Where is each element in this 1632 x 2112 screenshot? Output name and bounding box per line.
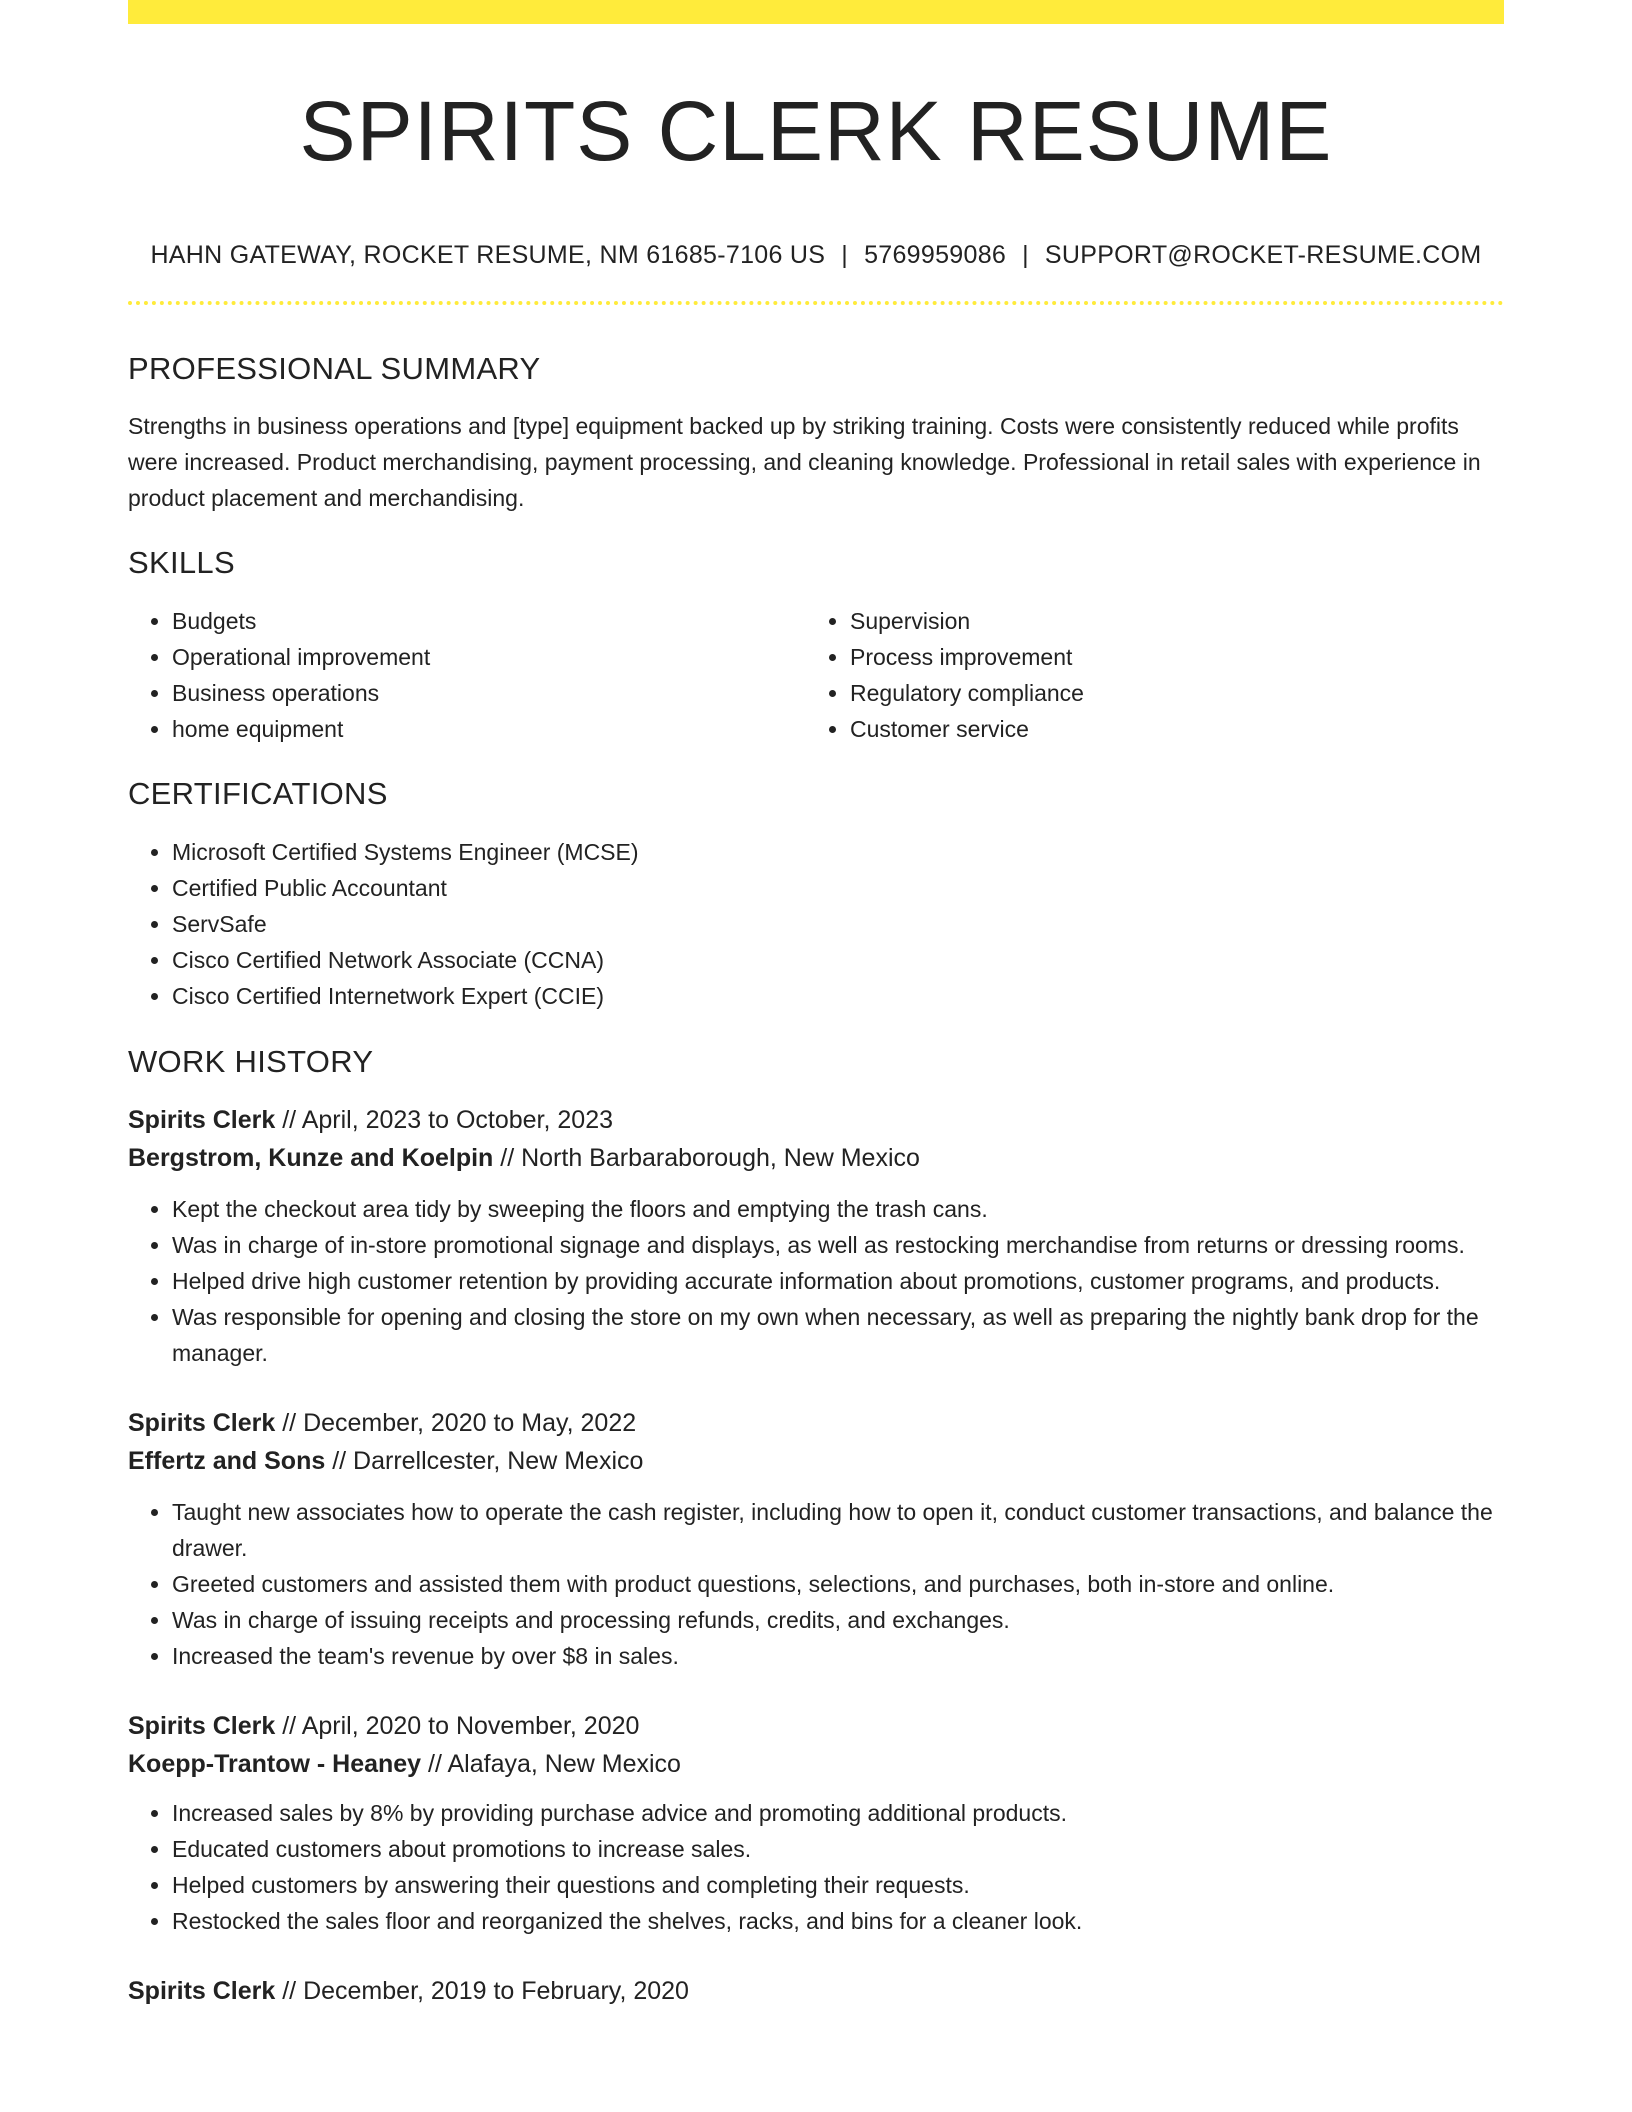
- list-item: • Increased the team's revenue by over $8 in sales.: [172, 1638, 1504, 1674]
- job-title-line: [128, 1101, 1504, 1139]
- job-role: Spirits Clerk: [128, 1712, 276, 1740]
- job-title-line: [128, 1707, 1504, 1745]
- job-entry: [128, 1101, 1504, 1371]
- list-item: • Customer service: [850, 711, 1484, 747]
- contact-phone: 5769959086: [864, 241, 1007, 269]
- job-role: Spirits Clerk: [128, 1106, 276, 1134]
- resume-page: [128, 0, 1504, 2010]
- list-item: • Was in charge of issuing receipts and processing refunds, credits, and exchanges.: [172, 1602, 1504, 1638]
- job-bullets: [128, 1795, 1504, 1939]
- list-item: • Business operations: [172, 675, 806, 711]
- list-item: • Was responsible for opening and closing the store on my own when necessary, as well as preparing the nightly bank drop for the manager.: [172, 1299, 1504, 1371]
- list-item: • Process improvement: [850, 639, 1484, 675]
- job-company-line: [128, 1745, 1504, 1783]
- job-dates: // December, 2020 to May, 2022: [282, 1409, 637, 1437]
- job-dates: // April, 2020 to November, 2020: [282, 1712, 640, 1740]
- contact-separator: |: [1022, 241, 1029, 269]
- job-company-line: [128, 1139, 1504, 1177]
- job-company: Effertz and Sons: [128, 1447, 326, 1475]
- list-item: • Cisco Certified Network Associate (CCNA): [172, 942, 1504, 978]
- job-title-line: [128, 1972, 1504, 2010]
- contact-address: HAHN GATEWAY, ROCKET RESUME, NM 61685-7106 US: [150, 241, 826, 269]
- list-item: • Educated customers about promotions to increase sales.: [172, 1831, 1504, 1867]
- list-item: • Helped customers by answering their questions and completing their requests.: [172, 1867, 1504, 1903]
- job-dates: // December, 2019 to February, 2020: [282, 1977, 689, 2005]
- contact-email[interactable]: SUPPORT@ROCKET-RESUME.COM: [1044, 241, 1482, 269]
- list-item: • Certified Public Accountant: [172, 870, 1504, 906]
- certifications-list: [128, 834, 1504, 1014]
- list-item: • Was in charge of in-store promotional signage and displays, as well as restocking merchandise from returns or dressing rooms.: [172, 1227, 1504, 1263]
- list-item: • Restocked the sales floor and reorganized the shelves, racks, and bins for a cleaner look.: [172, 1903, 1504, 1939]
- job-entry: [128, 1404, 1504, 1674]
- list-item: • Regulatory compliance: [850, 675, 1484, 711]
- skills-heading: SKILLS: [128, 545, 235, 580]
- certifications-heading: CERTIFICATIONS: [128, 776, 388, 811]
- accent-top-bar: [128, 0, 1504, 24]
- job-company: Bergstrom, Kunze and Koelpin: [128, 1144, 494, 1172]
- job-role: Spirits Clerk: [128, 1409, 276, 1437]
- list-item: • Helped drive high customer retention by providing accurate information about promotions, customer programs, and products.: [172, 1263, 1504, 1299]
- list-item: • Supervision: [850, 603, 1484, 639]
- job-location: // Alafaya, New Mexico: [428, 1750, 681, 1778]
- skills-columns: [128, 603, 1504, 747]
- list-item: • Operational improvement: [172, 639, 806, 675]
- list-item: • Kept the checkout area tidy by sweeping the floors and emptying the trash cans.: [172, 1191, 1504, 1227]
- job-company-line: [128, 1442, 1504, 1480]
- job-dates: // April, 2023 to October, 2023: [282, 1106, 614, 1134]
- skills-list-left: [128, 603, 806, 747]
- list-item: • Increased sales by 8% by providing purchase advice and promoting additional products.: [172, 1795, 1504, 1831]
- resume-title: SPIRITS CLERK RESUME: [299, 84, 1333, 178]
- contact-separator: |: [841, 241, 849, 269]
- list-item: • Cisco Certified Internetwork Expert (CCIE): [172, 978, 1504, 1014]
- list-item: • home equipment: [172, 711, 806, 747]
- job-bullets: [128, 1494, 1504, 1674]
- dotted-divider: [128, 301, 1504, 305]
- work-history-heading: WORK HISTORY: [128, 1044, 374, 1079]
- summary-text: Strengths in business operations and [type] equipment backed up by striking training. Costs were consistently reduced while profits were increased. Product merchandising, payment processing, and cleaning knowledge. Professional in retail sales with experience in product placement and merchandising.: [128, 413, 1481, 511]
- summary-heading: PROFESSIONAL SUMMARY: [128, 351, 541, 386]
- job-title-line: [128, 1404, 1504, 1442]
- list-item: • Budgets: [172, 603, 806, 639]
- list-item: • Greeted customers and assisted them with product questions, selections, and purchases, both in-store and online.: [172, 1566, 1504, 1602]
- job-bullets: [128, 1191, 1504, 1371]
- job-location: // Darrellcester, New Mexico: [332, 1447, 644, 1475]
- job-location: // North Barbaraborough, New Mexico: [500, 1144, 920, 1172]
- contact-line: [128, 238, 1504, 272]
- job-company: Koepp-Trantow - Heaney: [128, 1750, 422, 1778]
- list-item: • Taught new associates how to operate the cash register, including how to open it, conduct customer transactions, and balance the drawer.: [172, 1494, 1504, 1566]
- job-entry: [128, 1972, 1504, 2010]
- list-item: • ServSafe: [172, 906, 1504, 942]
- list-item: • Microsoft Certified Systems Engineer (MCSE): [172, 834, 1504, 870]
- skills-list-right: [806, 603, 1484, 747]
- job-entry: [128, 1707, 1504, 1939]
- job-role: Spirits Clerk: [128, 1977, 276, 2005]
